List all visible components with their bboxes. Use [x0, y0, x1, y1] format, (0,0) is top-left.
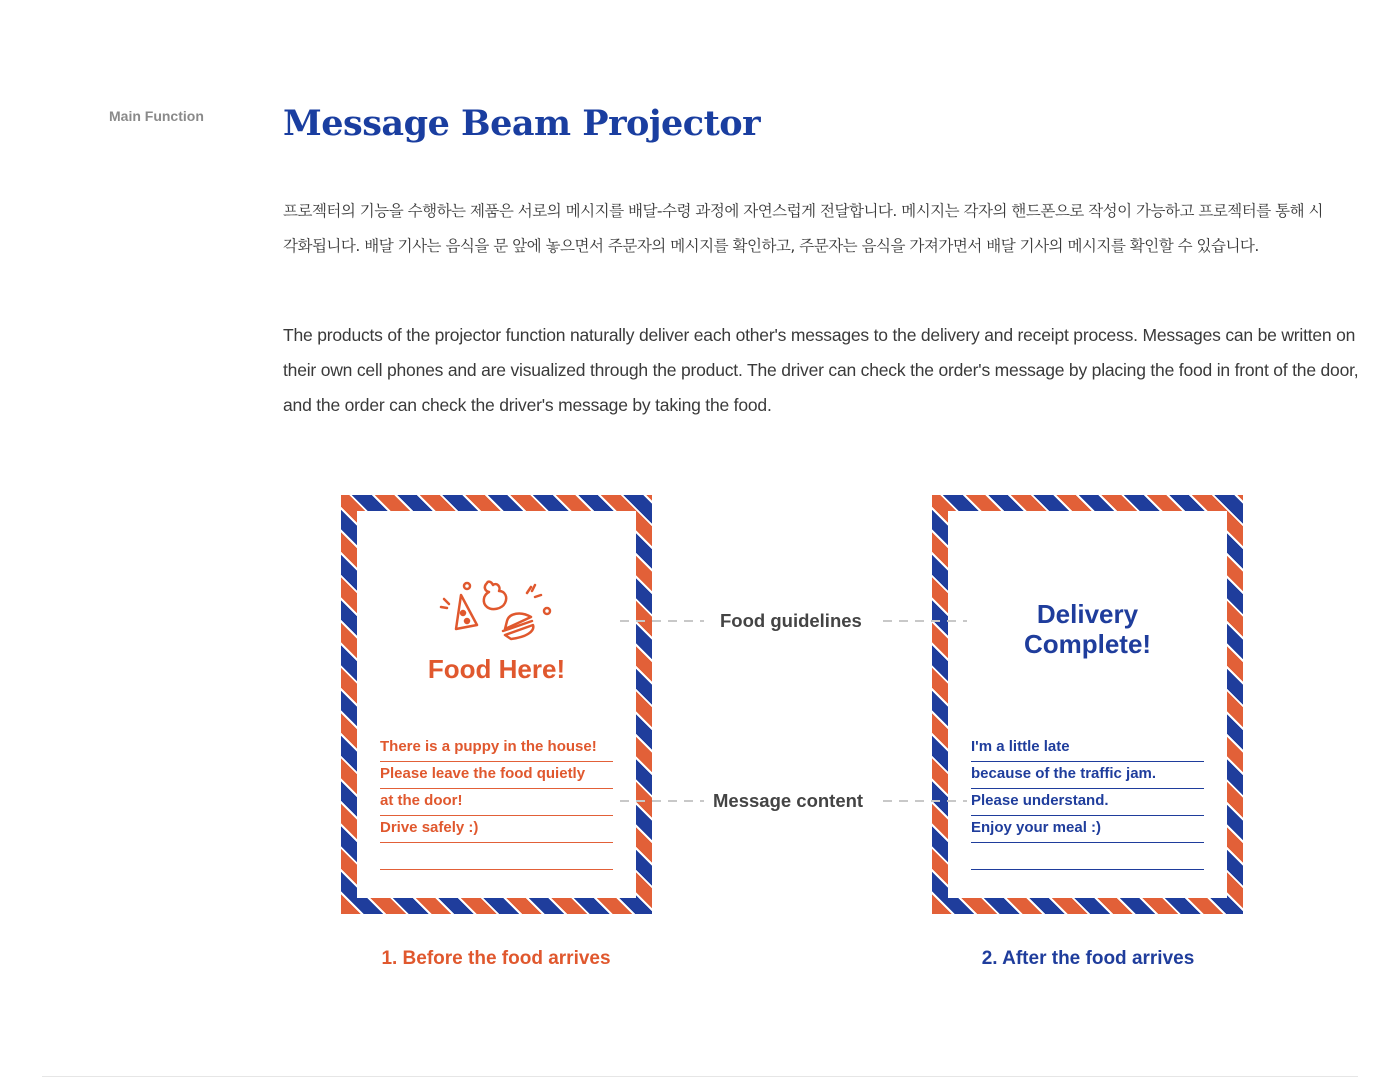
message-label: Message content — [713, 790, 864, 811]
after-message-lines — [971, 735, 1204, 870]
section-label: Main Function — [109, 108, 204, 124]
before-card-inner — [357, 511, 636, 898]
guidelines-connector-left — [620, 620, 704, 622]
before-caption: 1. Before the food arrives — [381, 948, 611, 969]
description-english: The products of the projector function naturally deliver each other's messages to the delivery and receipt process. Messages can be written on their own cell phones and are visualized through the product. The driver can check the order's message by placing the food in front of the door, and the order can check the driver's message by taking the food. — [283, 325, 1359, 415]
page-title: Message Beam Projector — [283, 103, 761, 144]
after-message-line: I'm a little late — [971, 735, 1204, 762]
before-message-line: There is a puppy in the house! — [380, 735, 613, 762]
after-message-line: Please understand. — [971, 789, 1204, 816]
before-message-line — [380, 843, 613, 870]
after-card-heading — [948, 599, 1227, 659]
guidelines-label: Food guidelines — [720, 610, 862, 631]
after-card-heading-line1: Delivery — [1036, 599, 1139, 629]
before-card-heading: Food Here! — [427, 654, 566, 684]
description-korean: 프로젝터의 기능을 수행하는 제품은 서로의 메시지를 배달-수령 과정에 자연스럽게 전달합니다. 메시지는 각자의 핸드폰으로 작성이 가능하고 프로젝터를 통해 시각화됩니다. 배달 기사는 음식을 문 앞에 놓으면서 주문자의 메시지를 확인하고, 주문자는 음식을 가져가면서 배달 기사의 메시지를 확인할 수 있습니다. — [283, 202, 1324, 255]
after-caption: 2. After the food arrives — [981, 948, 1195, 969]
before-message-line: at the door! — [380, 789, 613, 816]
message-connector-right — [883, 800, 967, 802]
message-connector-left — [620, 800, 704, 802]
before-message-line: Drive safely :) — [380, 816, 613, 843]
after-message-line — [971, 843, 1204, 870]
before-message-lines — [380, 735, 613, 870]
bottom-divider — [42, 1076, 1358, 1077]
food-icons — [439, 579, 559, 641]
after-card — [932, 495, 1243, 914]
before-card — [341, 495, 652, 914]
guidelines-connector-right — [883, 620, 967, 622]
after-card-heading-line2: Complete! — [1023, 629, 1152, 659]
before-message-line: Please leave the food quietly — [380, 762, 613, 789]
after-card-inner — [948, 511, 1227, 898]
after-message-line: Enjoy your meal :) — [971, 816, 1204, 843]
after-message-line: because of the traffic jam. — [971, 762, 1204, 789]
